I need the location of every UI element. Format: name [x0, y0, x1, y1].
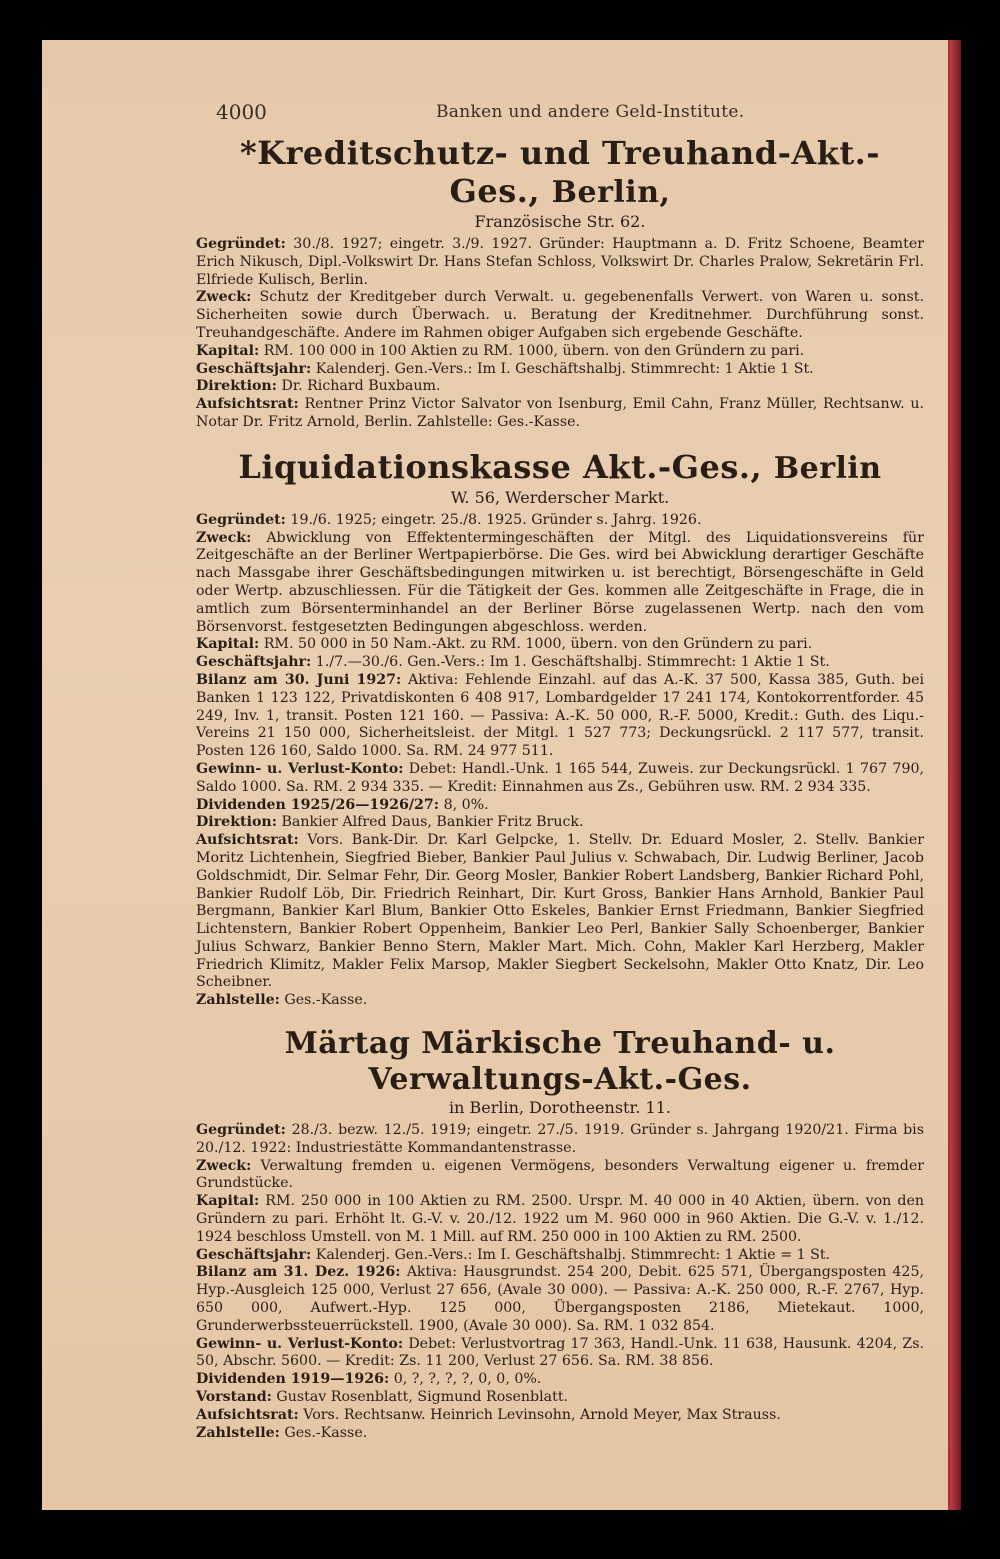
paragraph-label: Kapital:	[196, 342, 260, 359]
paragraph	[196, 1264, 924, 1335]
paragraph-label: Bilanz am 31. Dez. 1926:	[196, 1264, 401, 1281]
paragraph	[196, 1371, 924, 1389]
paragraph-text: 19./6. 1925; eingetr. 25./8. 1925. Gründer s. Jahrg. 1926.	[290, 511, 702, 528]
paragraph-text: RM. 250 000 in 100 Aktien zu RM. 2500. Urspr. M. 40 000 in 40 Aktien, übern. von den Gründern zu pari. Erhöht lt. G.-V. v. 20./12. 1922 um M. 960 000 in 960 Aktien. Die G.-V. v. 1./12. 1924 beschloss Umstell. von M. 1 Mill. auf RM. 250 000 in 100 Aktien zu RM. 2500.	[196, 1193, 924, 1245]
paragraph-text: Bankier Alfred Daus, Bankier Fritz Bruck.	[281, 814, 584, 831]
paragraph	[196, 361, 924, 379]
company-name: *Kreditschutz- und Treuhand-Akt.-Ges.,	[239, 134, 881, 210]
paragraph-text: 30./8. 1927; eingetr. 3./9. 1927. Gründer: Hauptmann a. D. Fritz Schoene, Beamter Erich Nikusch, Dipl.-Volkswirt Dr. Hans Stefan Schloss, Volkswirt Dr. Charles Pralow, Sekretärin Frl. Elfriede Kulisch, Berlin.	[196, 236, 924, 288]
paragraph-text: Abwicklung von Effektentermingeschäften der Mitgl. des Liquidationsvereins für Zeitgeschäfte an der Berliner Wertpapierbörse. Die Ges. wird bei Abwicklung derartiger Geschäfte nach Massgabe ihrer Geschäftsbedingungen mitwirken u. ist berechtigt, Börsengeschäfte in Geld oder Wertp. abzuschliessen. Für die Tätigkeit der Ges. kommen alle Zeitgeschäfte in Frage, die in amtlich zum Börsenterminhandel an der Berliner Börse zugelassenen Wertp. nach den vom Börsenvorst. festgesetzten Bedingungen abgeschloss. werden.	[196, 529, 924, 635]
paragraph-text: 28./3. bezw. 12./5. 1919; eingetr. 27./5. 1919. Gründer s. Jahrgang 1920/21. Firma bis 20./12. 1922: Industriestätte Kommandantenstrasse.	[196, 1122, 924, 1156]
paragraph-label: Zweck:	[196, 529, 252, 546]
paragraph	[196, 1336, 924, 1372]
company-address: in Berlin, Dorotheenstr. 11.	[449, 1098, 671, 1118]
paragraph	[196, 512, 924, 530]
paragraph	[196, 396, 924, 432]
paragraph-text: Kalenderj. Gen.-Vers.: Im I. Geschäftshalbj. Stimmrecht: 1 Aktie = 1 St.	[315, 1246, 831, 1263]
paragraph	[196, 1389, 924, 1407]
paragraph-label: Geschäftsjahr:	[196, 360, 312, 377]
paragraph-label: Aufsichtsrat:	[196, 832, 299, 849]
company-address: W. 56, Werderscher Markt.	[450, 487, 670, 507]
paragraph	[196, 378, 924, 396]
paragraph	[196, 1425, 924, 1443]
paragraph	[196, 236, 924, 289]
paragraph-label: Gegründet:	[196, 1122, 286, 1139]
entry-maertag	[196, 1026, 924, 1442]
page-header	[196, 100, 924, 126]
entry-liquidationskasse	[196, 448, 924, 1010]
entry-kreditschutz	[196, 134, 924, 432]
paragraph	[196, 530, 924, 637]
paragraph-label: Zweck:	[196, 1157, 252, 1174]
paragraph	[196, 343, 924, 361]
paragraph-label: Zahlstelle:	[196, 1424, 280, 1441]
paragraph-text: Gustav Rosenblatt, Sigmund Rosenblatt.	[276, 1389, 569, 1406]
paragraph-text: Aktiva: Fehlende Einzahl. auf das A.-K. 37 500, Kassa 385, Guth. bei Banken 1 123 122, Privatdiskonten 6 408 917, Lombardgelder 17 241 174, Kontokorrentforder. 45 249, Inv. 1, transit. Posten 121 160. — Passiva: A.-K. 50 000, R.-F. 5000, Kredit.: Guth. des Liqu.-Vereins 21 150 000, Sicherheitsleist. der Mitgl. 1 527 773; Deckungsrückl. 2 117 577, transit. Posten 126 160, Saldo 1000. Sa. RM. 24 977 511.	[196, 671, 925, 760]
book-page	[42, 40, 948, 1510]
paragraph-text: Aktiva: Hausgrundst. 254 200, Debit. 625 571, Übergangsposten 425, Hyp.-Ausgleich 125 000, Verlust 27 656, (Avale 30 000). — Passiva: A.-K. 250 000, R.-F. 2767, Hyp. 650 000, Aufwert.-Hyp. 125 000, Übergangsposten 2186, Mietekaut. 1000, Grunderwerbssteuerrückstell. 1900, (Avale 30 000). Sa. RM. 1 032 854.	[196, 1264, 924, 1334]
paragraph	[196, 1247, 924, 1265]
paragraph-label: Direktion:	[196, 378, 277, 395]
paragraph	[196, 654, 924, 672]
paragraph-text: 1./7.—30./6. Gen.-Vers.: Im 1. Geschäftshalbj. Stimmrecht: 1 Aktie 1 St.	[315, 654, 830, 671]
paragraph	[196, 814, 924, 832]
paragraph-label: Dividenden 1919—1926:	[196, 1371, 390, 1388]
paragraph	[196, 1122, 924, 1158]
paragraph-label: Geschäftsjahr:	[196, 1246, 312, 1263]
paragraph-text: Debet: Verlustvortrag 17 363, Handl.-Unk. 11 638, Hausunk. 4204, Zs. 50, Abschr. 5600. — Kredit: Zs. 11 200, Verlust 27 656. Sa. RM. 38 856.	[196, 1335, 925, 1370]
paragraph	[196, 832, 924, 992]
paragraph-label: Gegründet:	[196, 511, 286, 528]
paragraph-label: Geschäftsjahr:	[196, 654, 312, 671]
paragraph	[196, 1158, 924, 1194]
paragraph-text: Vors. Rechtsanw. Heinrich Levinsohn, Arnold Meyer, Max Strauss.	[303, 1406, 781, 1423]
paragraph-text: 8, 0%.	[443, 796, 489, 813]
paragraph-label: Bilanz am 30. Juni 1927:	[196, 671, 402, 688]
paragraph-label: Aufsichtsrat:	[196, 1406, 299, 1423]
company-name: Liquidationskasse Akt.-Ges.,	[238, 447, 763, 486]
entry-title	[196, 134, 924, 212]
paragraph-text: RM. 50 000 in 50 Nam.-Akt. zu RM. 1000, übern. von den Gründern zu pari.	[263, 636, 813, 653]
paragraph	[196, 1407, 924, 1425]
paragraph-text: Kalenderj. Gen.-Vers.: Im I. Geschäftshalbj. Stimmrecht: 1 Aktie 1 St.	[315, 360, 814, 377]
paragraph-text: RM. 100 000 in 100 Aktien zu RM. 1000, übern. von den Gründern zu pari.	[263, 342, 805, 359]
paragraph-label: Gewinn- u. Verlust-Konto:	[196, 1335, 404, 1352]
entry-title	[196, 448, 924, 488]
paragraph-label: Dividenden 1925/26—1926/27:	[196, 796, 440, 813]
paragraph-label: Aufsichtsrat:	[196, 396, 299, 413]
paragraph-text: Dr. Richard Buxbaum.	[281, 378, 441, 395]
paragraph-text: Ges.-Kasse.	[284, 1424, 368, 1441]
paragraph-label: Kapital:	[196, 1193, 260, 1210]
paragraph	[196, 672, 924, 761]
company-name: Märtag Märkische Treuhand- u. Verwaltungs-Akt.-Ges.	[284, 1026, 836, 1098]
paragraph-label: Gewinn- u. Verlust-Konto:	[196, 760, 404, 777]
paragraph-label: Direktion:	[196, 814, 277, 831]
company-city: Berlin	[773, 450, 882, 486]
paragraph	[196, 761, 924, 797]
paragraph-label: Zweck:	[196, 289, 252, 306]
company-city: Berlin,	[551, 175, 671, 210]
paragraph	[196, 289, 924, 342]
paragraph-label: Gegründet:	[196, 236, 286, 252]
paragraph	[196, 636, 924, 654]
entry-title	[196, 1026, 924, 1098]
company-address: Französische Str. 62.	[474, 212, 646, 231]
paragraph	[196, 797, 924, 815]
paragraph-label: Vorstand:	[196, 1389, 272, 1406]
paragraph-text: Schutz der Kreditgeber durch Verwalt. u. gegebenenfalls Verwert. von Waren u. sonst. Sicherheiten sowie durch Überwach. u. Beratung der Kreditnehmer. Durchführung sonst. Treuhandgeschäfte. Andere im Rahmen obiger Aufgaben sich ergebende Geschäfte.	[196, 289, 924, 341]
page-number: 4000	[216, 100, 267, 124]
paragraph-text: Debet: Handl.-Unk. 1 165 544, Zuweis. zur Deckungsrückl. 1 767 790, Saldo 1000. Sa. RM. 2 934 335. — Kredit: Einnahmen aus Zs., Gebühren usw. RM. 2 934 335.	[196, 760, 925, 795]
paragraph	[196, 1193, 924, 1246]
paragraph-text: Vors. Bank-Dir. Dr. Karl Gelpcke, 1. Stellv. Dr. Eduard Mosler, 2. Stellv. Bankier Moritz Lichtenhein, Siegfried Bieber, Bankier Paul Julius v. Schwabach, Dir. Ludwig Berliner, Jacob Goldschmidt, Dir. Selmar Fehr, Dir. Georg Mosler, Bankier Robert Landsberg, Bankier Richard Pohl, Bankier Rudolf Löb, Dir. Friedrich Reinhart, Dir. Kurt Gross, Bankier Hans Arnhold, Bankier Paul Bergmann, Bankier Karl Blum, Bankier Otto Eskeles, Bankier Ernst Friedmann, Bankier Siegfried Lichtenstern, Bankier Robert Oppenheim, Bankier Leo Perl, Bankier Sally Schoenberger, Bankier Julius Schwarz, Bankier Benno Stern, Makler Mart. Mich. Cohn, Makler Karl Herzberg, Makler Friedrich Klimitz, Makler Felix Marsop, Makler Siegbert Seckelsohn, Makler Otto Knatz, Dir. Leo Scheibner.	[196, 832, 924, 991]
paragraph-text: 0, ?, ?, ?, ?, 0, 0, 0%.	[393, 1371, 542, 1388]
running-title: Banken und andere Geld-Institute.	[436, 102, 745, 122]
paragraph	[196, 992, 924, 1010]
paragraph-label: Zahlstelle:	[196, 992, 280, 1009]
paragraph-text: Rentner Prinz Victor Salvator von Isenburg, Emil Cahn, Franz Müller, Rechtsanw. u. Notar Dr. Fritz Arnold, Berlin. Zahlstelle: Ges.-Kasse.	[196, 396, 924, 430]
paragraph-text: Verwaltung fremden u. eigenen Vermögens, besonders Verwaltung eigener u. fremder Grundstücke.	[196, 1157, 925, 1192]
paragraph-label: Kapital:	[196, 636, 260, 653]
paragraph-text: Ges.-Kasse.	[284, 992, 368, 1009]
